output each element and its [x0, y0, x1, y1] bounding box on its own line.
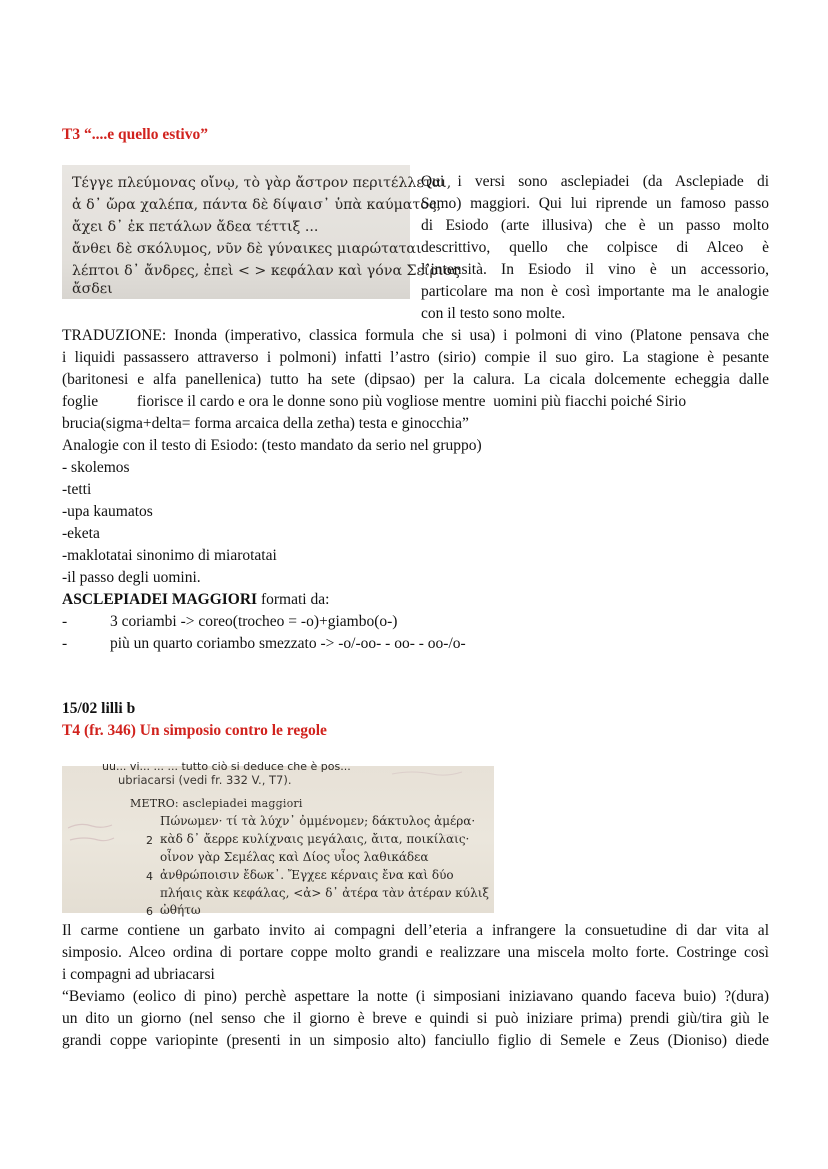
greek-text-photo-t4 [62, 760, 494, 918]
t3-side-line: l’intensità. In Esiodo il vino è un accessorio, [421, 261, 769, 278]
t4-heading: T4 (fr. 346) Un simposio contro le regole [62, 722, 327, 739]
analogy-item: -il passo degli uomini. [62, 569, 201, 586]
t3-side-line: particolare ma non è così importante ma le analogie [421, 283, 769, 300]
t3-side-line: con il testo sono molte. [421, 305, 566, 322]
t4-body-line: i compagni ad ubriacarsi [62, 966, 215, 983]
photo-ref: ubriacarsi (vedi fr. 332 V., T7). [118, 773, 292, 787]
meter-item: più un quarto coriambo smezzato -> -o/-oo- - oo- - oo-/o- [110, 635, 466, 652]
photo-greek-line: Πώνωμεν· τί τὰ λύχν᾽ ὀμμένομεν; δάκτυλος ἀμέρα· [160, 814, 476, 828]
meter-heading-rest: formati da: [257, 591, 330, 608]
verse-number: 6 [146, 905, 153, 918]
analogy-item: - skolemos [62, 459, 130, 476]
greek-line: ἄχει δ᾽ ἐκ πετάλων ἄδεα τέττιξ ... [72, 219, 319, 235]
pencil-annotations [62, 766, 494, 913]
analogies-intro: Analogie con il testo di Esiodo: (testo mandato da serio nel gruppo) [62, 437, 482, 454]
photo-greek-line: ὠθήτω [160, 903, 201, 917]
analogy-item: -tetti [62, 481, 92, 498]
verse-number: 4 [146, 870, 153, 883]
t4-body-line: “Beviamo (eolico di pino) perchè aspettare la notte (i simposiani iniziavano quando faceva buio) ?(dura) [62, 988, 769, 1005]
analogy-item: -eketa [62, 525, 100, 542]
t4-body-line: Il carme contiene un garbato invito ai compagni dell’eteria a infrangere la consuetudine di dar vita al [62, 922, 769, 939]
t4-date: 15/02 lilli b [62, 700, 136, 717]
photo-greek-line: ἀνθρώποισιν ἔδωκ᾽. Ἔγχεε κέρναις ἔνα καὶ δύο [160, 868, 454, 882]
t3-side-line: descrittivo, quello che colpisce di Alceo è [421, 239, 769, 256]
greek-line: λέπτοι δ᾽ ἄνδρες, ἐπεὶ < > κεφάλαν καὶ γόνα Σείριος [72, 263, 460, 279]
bullet-dash: - [62, 635, 68, 652]
t4-body-line: grandi coppe variopinte (presenti in un simposio alto) fanciullo figlio di Semele e Zeus (Dioniso) diede [62, 1032, 769, 1049]
translation-line: (baritonesi e alfa panellenica) tutto ha sete (dipsao) per la calura. La cicala dolcemente echeggia dalle [62, 371, 769, 388]
translation-line: TRADUZIONE: Inonda (imperativo, classica formula che si usa) i polmoni di vino (Platone pensava che [62, 327, 769, 344]
photo-greek-line: κὰδ δ᾽ ἄερρε κυλίχναις μεγάλαις, ἄιτα, ποικίλαις· [160, 832, 470, 846]
translation-line: foglie fiorisce il cardo e ora le donne sono più vogliose mentre uomini più fiacchi poiché Sirio [62, 393, 687, 410]
greek-line: ἄσδει [72, 281, 113, 297]
analogy-item: -maklotatai sinonimo di miarotatai [62, 547, 277, 564]
photo-cut-line: uu... vi... ... ... tutto ciò si deduce che è pos... [102, 760, 351, 773]
t3-side-line: Qui i versi sono asclepiadei (da Asclepiade di [421, 173, 769, 190]
analogy-item: -upa kaumatos [62, 503, 153, 520]
translation-line: i liquidi passassero attraverso i polmoni) infatti l’astro (sirio) compie il suo giro. La stagione è pesante [62, 349, 769, 366]
greek-line: Τέγγε πλεύμονας οἴνῳ, τὸ γὰρ ἄστρον περιτέλλεται, [72, 175, 452, 191]
greek-line: ἀ δ᾽ ὤρα χαλέπα, πάντα δὲ δίψαισ᾽ ὑπὰ καύματος, [72, 197, 442, 213]
photo-meter: METRO: asclepiadei maggiori [130, 797, 303, 810]
translation-line: brucia(sigma+delta= forma arcaica della zetha) testa e ginocchia” [62, 415, 469, 432]
photo-greek-line: πλήαις κὰκ κεφάλας, <ἀ> δ᾽ ἀτέρα τὰν ἀτέραν κύλιξ [160, 886, 490, 900]
meter-heading-bold: ASCLEPIADEI MAGGIORI [62, 591, 258, 608]
meter-item: 3 coriambi -> coreo(trocheo = -o)+giambo(o-) [110, 613, 398, 630]
meter-heading [62, 589, 329, 611]
t3-side-line: Samo) maggiori. Qui lui riprende un famoso passo [421, 195, 769, 212]
t4-body-line: simposio. Alceo ordina di portare coppe molto grandi e realizzare una miscela molto forte. Costringe così [62, 944, 769, 961]
t3-side-line: di Esiodo (arte illusiva) che è un passo molto [421, 217, 769, 234]
greek-text-photo-t3 [62, 165, 460, 299]
bullet-dash: - [62, 613, 68, 630]
verse-number: 2 [146, 834, 153, 847]
photo-greek-line: οἶνον γὰρ Σεμέλας καὶ Δίος υἶος λαθικάδεα [160, 850, 429, 864]
greek-line: ἄνθει δὲ σκόλυμος, νῦν δὲ γύναικες μιαρώταται [72, 241, 422, 257]
t3-heading: T3 “....e quello estivo” [62, 126, 208, 143]
t4-body-line: un dito un giorno (nel senso che il giorno è breve e quindi si può iniziare prima) prendi giù/tira giù le [62, 1010, 769, 1027]
